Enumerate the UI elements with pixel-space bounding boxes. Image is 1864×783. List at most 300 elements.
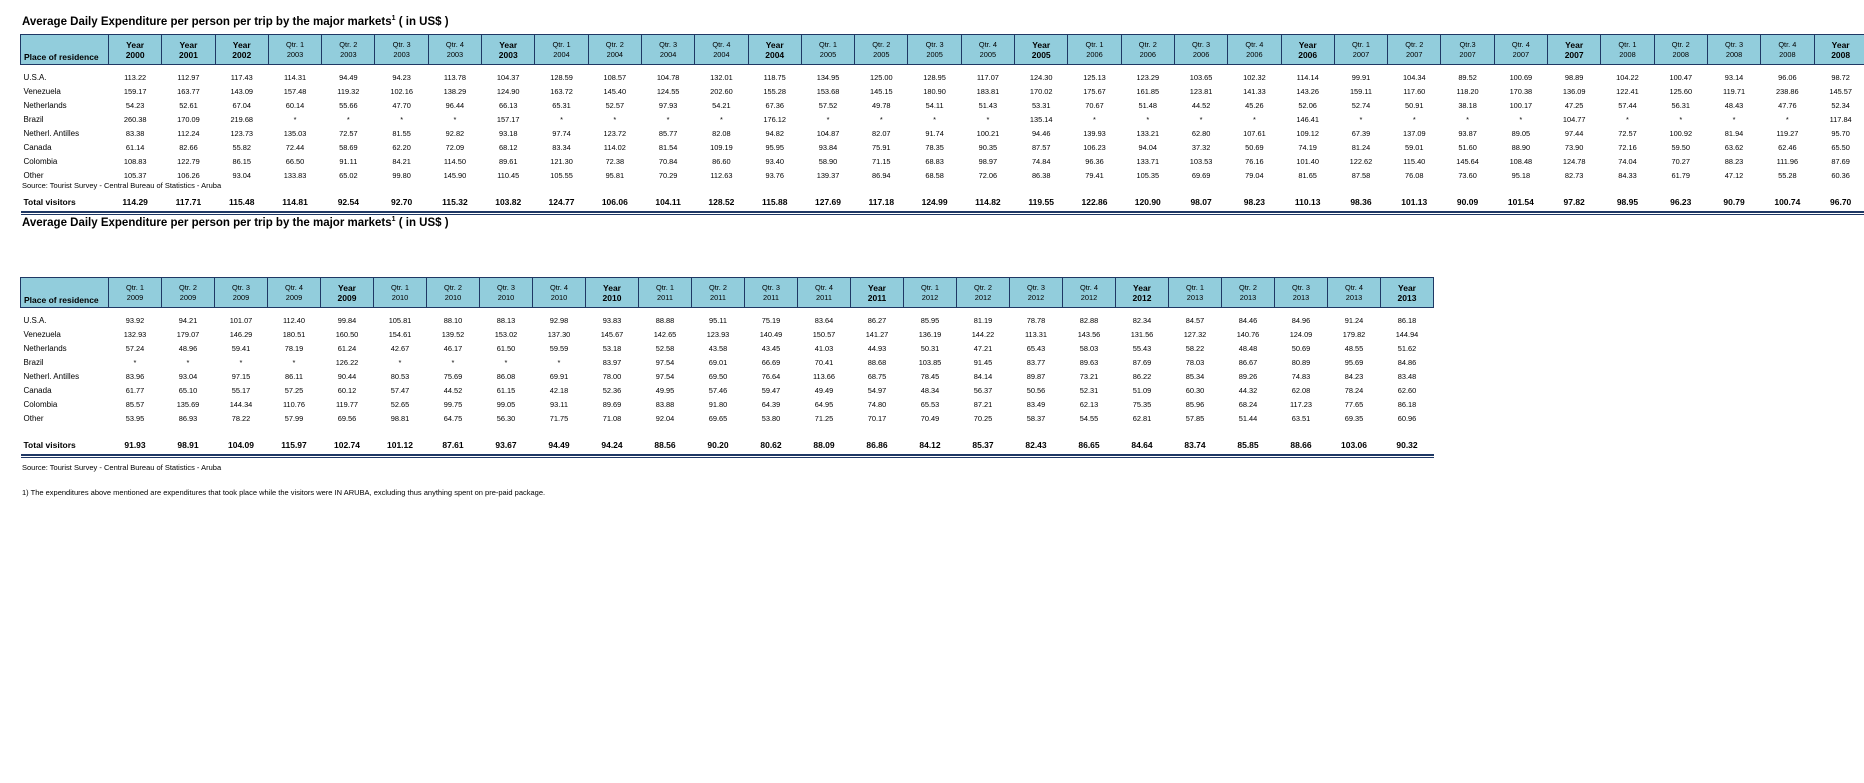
table-cell: 54.21 — [712, 101, 731, 110]
column-header-period: Year — [338, 282, 356, 293]
table-cell: 104.87 — [816, 129, 840, 138]
total-cell: 101.12 — [387, 440, 413, 450]
column-header — [268, 35, 321, 65]
row-label: Other — [23, 171, 44, 180]
column-header-year: 2012 — [974, 293, 992, 302]
table-cell: 58.69 — [339, 143, 358, 152]
table-cell: 55.28 — [1778, 171, 1797, 180]
table-cell: * — [557, 358, 561, 367]
table-cell: 42.67 — [390, 344, 410, 353]
total-cell: 88.09 — [813, 440, 835, 450]
column-header-period: Qtr. 3 — [231, 282, 251, 292]
column-header-period: Qtr. 2 — [443, 282, 463, 292]
table-cell: 69.56 — [337, 414, 357, 423]
table-cell: 68.75 — [867, 372, 887, 381]
table-cell: 61.50 — [496, 344, 516, 353]
table-cell: 123.81 — [1189, 87, 1213, 96]
row-label: Canada — [23, 143, 52, 152]
table-cell: 82.66 — [179, 143, 198, 152]
table-cell: 49.95 — [655, 386, 675, 395]
column-header-year: 2008 — [1619, 50, 1636, 59]
column-header-year: 2006 — [1298, 50, 1318, 60]
table-cell: 85.77 — [658, 129, 678, 138]
table-cell: 101.07 — [229, 316, 253, 325]
total-cell: 128.52 — [708, 197, 735, 207]
header-row — [21, 35, 1864, 65]
table-cell: 132.01 — [710, 73, 733, 82]
table-cell: 44.93 — [867, 344, 887, 353]
table-cell: 54.23 — [125, 101, 145, 110]
table-cell: 93.83 — [602, 316, 622, 325]
row-label: Other — [23, 414, 44, 423]
column-header-year: 2004 — [606, 50, 624, 59]
table-cell: 47.25 — [1564, 101, 1584, 110]
table-cell: 89.61 — [498, 157, 518, 166]
table-cell: 73.90 — [1564, 143, 1584, 152]
table-cell: 105.35 — [1136, 171, 1160, 180]
table-cell: 87.57 — [1031, 143, 1051, 152]
table-cell: 118.20 — [1456, 87, 1479, 96]
column-header-year: 2003 — [286, 50, 304, 59]
table-cell: * — [1093, 115, 1096, 124]
column-header-year: 2009 — [285, 293, 303, 302]
table-cell: 107.61 — [1243, 129, 1266, 138]
footnote: 1) The expenditures above mentioned are expenditures that took place while the visitors were IN ARUBA, excluding thus anything spent on pre-paid package. — [22, 488, 546, 497]
table-cell: 65.02 — [339, 171, 358, 180]
table-cell: * — [186, 358, 190, 367]
table-cell: 117.43 — [230, 73, 253, 82]
table-cell: 83.97 — [602, 358, 622, 367]
total-cell: 88.66 — [1290, 440, 1312, 450]
table-cell: 72.44 — [285, 143, 305, 152]
table-cell: 83.38 — [125, 129, 145, 138]
column-header-year: 2007 — [1459, 50, 1476, 59]
column-header-year: 2010 — [497, 293, 515, 302]
table-cell: 132.93 — [123, 330, 147, 339]
table-cell: 55.43 — [1132, 344, 1152, 353]
table-cell: 179.82 — [1342, 330, 1366, 339]
table-cell: 88.88 — [655, 316, 675, 325]
table-cell: 67.39 — [1351, 129, 1371, 138]
table-cell: 73.60 — [1458, 171, 1477, 180]
total-cell: 120.90 — [1134, 197, 1161, 207]
table-cell: 137.30 — [547, 330, 571, 339]
column-header-year: 2010 — [550, 293, 568, 302]
table-cell: 83.49 — [1026, 400, 1046, 409]
table-cell: 83.88 — [655, 400, 675, 409]
table-cell: 51.62 — [1397, 344, 1417, 353]
column-header-year: 2013 — [1239, 293, 1257, 302]
table-cell: 84.21 — [392, 157, 411, 166]
table-cell: 145.64 — [1456, 157, 1479, 166]
table-cell: 68.83 — [925, 157, 944, 166]
table-cell: 114.02 — [603, 143, 626, 152]
table-cell: 117.23 — [1289, 400, 1313, 409]
column-header — [908, 35, 961, 65]
table-cell: 70.25 — [973, 414, 993, 423]
table-cell: 110.45 — [497, 171, 520, 180]
table-cell: 126.22 — [335, 358, 359, 367]
table-cell: 96.44 — [445, 101, 465, 110]
column-header-year: 2011 — [710, 293, 726, 302]
column-header-period: Year — [603, 282, 621, 293]
table-cell: 180.51 — [282, 330, 306, 339]
total-cell: 100.74 — [1774, 197, 1801, 207]
table-cell: 99.80 — [392, 171, 411, 180]
table-cell: 74.83 — [1291, 372, 1311, 381]
table-cell: 42.18 — [549, 386, 569, 395]
table-cell: 62.46 — [1778, 143, 1797, 152]
table-cell: 109.19 — [710, 143, 733, 152]
table-cell: 65.53 — [920, 400, 940, 409]
table-cell: 88.10 — [443, 316, 463, 325]
column-header — [588, 35, 641, 65]
table-cell: 143.26 — [1296, 87, 1319, 96]
total-cell: 82.43 — [1025, 440, 1047, 450]
table-cell: 45.26 — [1245, 101, 1264, 110]
table-cell: * — [451, 358, 455, 367]
table-cell: 82.08 — [712, 129, 731, 138]
column-header-year: 2006 — [1246, 50, 1263, 59]
table-cell: 48.96 — [178, 344, 198, 353]
total-cell: 96.70 — [1830, 197, 1852, 207]
total-cell: 86.86 — [866, 440, 888, 450]
table-cell: 78.24 — [1344, 386, 1364, 395]
table-cell: 183.81 — [976, 87, 1000, 96]
table-cell: 70.29 — [658, 171, 678, 180]
table-cell: 94.21 — [178, 316, 198, 325]
total-cell: 117.71 — [175, 197, 202, 207]
table-cell: 122.62 — [1349, 157, 1373, 166]
table-cell: 119.32 — [337, 87, 360, 96]
column-header-period: Year — [765, 39, 784, 50]
table-cell: 108.57 — [603, 73, 627, 82]
table-cell: 170.09 — [177, 115, 200, 124]
table-cell: 63.62 — [1724, 143, 1744, 152]
table-cell: 51.43 — [978, 101, 998, 110]
column-header-year: 2007 — [1406, 50, 1423, 59]
table-cell: 114.50 — [443, 157, 466, 166]
table-cell: 104.22 — [1616, 73, 1639, 82]
table-cell: 47.70 — [392, 101, 411, 110]
table-cell: * — [453, 115, 457, 124]
table-cell: 88.13 — [496, 316, 516, 325]
column-header-year: 2003 — [340, 50, 357, 59]
table-row — [21, 370, 1434, 384]
table-cell: 115.40 — [1403, 157, 1426, 166]
table-cell: 53.31 — [1031, 101, 1051, 110]
total-cell: 122.86 — [1081, 197, 1108, 207]
table-cell: 100.92 — [1669, 129, 1693, 138]
total-cell: 90.32 — [1396, 440, 1418, 450]
table-cell: 93.76 — [765, 171, 784, 180]
table-cell: 160.50 — [335, 330, 359, 339]
table-cell: 72.38 — [605, 157, 625, 166]
table-cell: 75.19 — [761, 316, 781, 325]
total-cell: 88.56 — [654, 440, 676, 450]
table-cell: 85.96 — [1185, 400, 1205, 409]
column-header-year: 2000 — [125, 50, 145, 60]
column-header — [427, 278, 480, 308]
table-cell: * — [1466, 115, 1470, 124]
table-cell: 52.65 — [390, 400, 410, 409]
column-header-year: 2001 — [178, 50, 198, 60]
column-header — [1068, 35, 1121, 65]
table-cell: 52.58 — [655, 344, 675, 353]
total-cell: 90.79 — [1723, 197, 1745, 207]
total-cell: 127.69 — [815, 197, 841, 207]
table-cell: 93.14 — [1724, 73, 1744, 82]
table-cell: 97.54 — [655, 358, 675, 367]
column-header-year: 2011 — [657, 293, 673, 302]
total-cell: 84.64 — [1131, 440, 1153, 450]
column-header-year: 2007 — [1564, 50, 1584, 60]
table-cell: 44.52 — [1191, 101, 1211, 110]
column-header — [1381, 278, 1434, 308]
table-cell: 92.82 — [445, 129, 465, 138]
table-cell: 81.24 — [1351, 143, 1371, 152]
table-cell: 117.07 — [976, 73, 999, 82]
table-cell: 50.69 — [1245, 143, 1264, 152]
column-header-year: 2011 — [816, 293, 832, 302]
table-cell: 117.84 — [1829, 115, 1852, 124]
column-header-year: 2008 — [1725, 50, 1743, 59]
column-header — [109, 35, 162, 65]
table-cell: 123.73 — [230, 129, 254, 138]
table-cell: 75.91 — [872, 143, 891, 152]
table-cell: 104.77 — [1562, 115, 1586, 124]
column-header-period: Year — [868, 282, 886, 293]
column-header — [1601, 35, 1654, 65]
table-cell: * — [133, 358, 137, 367]
table-cell: 119.27 — [1776, 129, 1799, 138]
table-cell: 61.77 — [125, 386, 145, 395]
total-cell: 115.48 — [228, 197, 255, 207]
table-cell: 84.46 — [1238, 316, 1258, 325]
column-header — [1328, 278, 1381, 308]
table-cell: 56.30 — [496, 414, 516, 423]
table-cell: 86.67 — [1238, 358, 1258, 367]
table-cell: 94.46 — [1031, 129, 1051, 138]
total-cell: 114.81 — [282, 197, 308, 207]
table-cell: 99.05 — [496, 400, 516, 409]
table2-source: Source: Tourist Survey - Central Bureau of Statistics - Aruba — [22, 463, 222, 472]
table-cell: 66.50 — [285, 157, 305, 166]
column-header — [1275, 278, 1328, 308]
table-cell: 61.79 — [1671, 171, 1690, 180]
table-cell: 59.41 — [231, 344, 251, 353]
table-cell: 81.55 — [392, 129, 411, 138]
table-cell: 95.69 — [1344, 358, 1364, 367]
table-cell: 108.83 — [123, 157, 147, 166]
table-row — [21, 356, 1434, 370]
table-cell: 123.93 — [706, 330, 730, 339]
table-cell: 60.12 — [337, 386, 357, 395]
column-header-period: Qtr. 1 — [1185, 282, 1205, 292]
table-cell: 83.34 — [552, 143, 571, 152]
table-cell: 71.25 — [814, 414, 834, 423]
table-cell: 51.44 — [1238, 414, 1258, 423]
table-cell: 97.74 — [552, 129, 571, 138]
row-label: U.S.A. — [23, 73, 47, 82]
total-cell: 90.20 — [707, 440, 729, 450]
table-cell: 133.21 — [1136, 129, 1160, 138]
total-cell: 114.29 — [122, 197, 148, 207]
column-header-year: 2013 — [1345, 293, 1363, 302]
table-cell: 153.68 — [816, 87, 840, 96]
table-cell: 133.83 — [283, 171, 307, 180]
total-cell: 94.24 — [601, 440, 623, 450]
total-cell: 92.70 — [390, 197, 413, 207]
column-header-period: Qtr. 2 — [872, 39, 891, 49]
table-cell: 78.45 — [920, 372, 940, 381]
column-header — [535, 35, 588, 65]
total-cell: 115.97 — [281, 440, 307, 450]
table-cell: * — [292, 358, 296, 367]
table-cell: 53.80 — [761, 414, 781, 423]
table-cell: 139.93 — [1083, 129, 1106, 138]
column-header-period: Qtr. 1 — [286, 39, 305, 49]
table-cell: * — [560, 115, 563, 124]
table-cell: 135.14 — [1029, 115, 1053, 124]
table-cell: 59.47 — [761, 386, 781, 395]
table-cell: 93.40 — [765, 157, 784, 166]
column-header — [695, 35, 748, 65]
table-cell: 97.93 — [658, 101, 678, 110]
table-cell: 153.02 — [494, 330, 518, 339]
table-cell: 77.65 — [1344, 400, 1364, 409]
table-cell: 141.33 — [1243, 87, 1266, 96]
table-cell: 97.54 — [655, 372, 675, 381]
table-cell: 65.50 — [1831, 143, 1850, 152]
table-cell: 66.13 — [498, 101, 518, 110]
table-cell: 43.58 — [708, 344, 728, 353]
table-cell: 141.27 — [865, 330, 889, 339]
total-cell: 87.61 — [442, 440, 464, 450]
table-cell: 99.84 — [337, 316, 357, 325]
table-cell: 86.38 — [1031, 171, 1051, 180]
total-cell: 92.54 — [337, 197, 359, 207]
table-cell: 117.60 — [1403, 87, 1426, 96]
table-cell: 51.48 — [1138, 101, 1158, 110]
table-cell: 86.15 — [232, 157, 251, 166]
column-header — [1010, 278, 1063, 308]
table-cell: 119.77 — [335, 400, 359, 409]
table-cell: * — [400, 115, 404, 124]
table-cell: 59.59 — [549, 344, 569, 353]
table-cell: 86.08 — [496, 372, 516, 381]
table-cell: 60.96 — [1397, 414, 1417, 423]
column-header-period: Qtr. 1 — [818, 39, 838, 49]
table-cell: * — [1785, 115, 1789, 124]
table-cell: 69.69 — [1191, 171, 1211, 180]
column-header-period: Qtr. 3 — [1725, 39, 1744, 49]
column-header — [533, 278, 586, 308]
table-cell: 109.12 — [1296, 129, 1319, 138]
column-header — [801, 35, 854, 65]
table-cell: 128.95 — [923, 73, 946, 82]
column-header-year: 2003 — [446, 50, 464, 59]
table-cell: * — [1146, 115, 1150, 124]
total-label: Total visitors — [23, 197, 76, 207]
column-header-year: 2012 — [921, 293, 939, 302]
table-cell: 99.91 — [1351, 73, 1371, 82]
column-header-period: Qtr. 4 — [1344, 282, 1364, 292]
table-cell: * — [826, 115, 830, 124]
table-cell: 50.69 — [1291, 344, 1311, 353]
table-cell: 104.78 — [656, 73, 680, 82]
table-cell: * — [1679, 115, 1683, 124]
table-cell: 124.78 — [1562, 157, 1586, 166]
total-cell: 98.07 — [1190, 197, 1212, 207]
table-cell: 95.95 — [765, 143, 784, 152]
column-header — [961, 35, 1014, 65]
column-header-year: 2011 — [763, 293, 779, 302]
table-cell: 122.79 — [177, 157, 200, 166]
table-cell: 98.97 — [978, 157, 998, 166]
table-cell: 60.30 — [1185, 386, 1205, 395]
table-cell: 78.78 — [1026, 316, 1046, 325]
column-header-period: Qtr. 4 — [445, 39, 464, 49]
column-header — [1063, 278, 1116, 308]
table-cell: 68.12 — [498, 143, 518, 152]
column-header-year: 2004 — [713, 50, 730, 59]
table-cell: 97.44 — [1564, 129, 1584, 138]
column-header-year: 2004 — [765, 50, 785, 60]
table-cell: 76.64 — [761, 372, 781, 381]
place-of-residence-header: Place of residence — [21, 35, 109, 65]
table-cell: 44.32 — [1238, 386, 1258, 395]
column-header-year: 2005 — [873, 50, 890, 59]
row-label: Netherlands — [23, 344, 67, 353]
table-cell: 48.55 — [1344, 344, 1364, 353]
table-cell: 52.06 — [1298, 101, 1317, 110]
table-cell: 52.34 — [1831, 101, 1850, 110]
table-cell: 95.70 — [1831, 129, 1850, 138]
column-header-year: 2012 — [1027, 293, 1045, 302]
table-cell: 138.29 — [443, 87, 467, 96]
table-cell: 91.24 — [1344, 316, 1364, 325]
table-cell: 143.56 — [1077, 330, 1101, 339]
column-header-year: 2013 — [1292, 293, 1310, 302]
table-cell: 76.08 — [1405, 171, 1424, 180]
table-cell: 61.15 — [496, 386, 516, 395]
table-cell: 70.17 — [867, 414, 887, 423]
table-cell: 56.31 — [1671, 101, 1690, 110]
total-cell: 115.88 — [761, 197, 788, 207]
table-cell: 113.22 — [124, 73, 147, 82]
column-header-year: 2003 — [498, 50, 518, 60]
table-cell: 113.66 — [812, 372, 836, 381]
column-header-year: 2013 — [1186, 293, 1204, 302]
table-cell: 144.34 — [229, 400, 253, 409]
column-header-period: Year — [1398, 282, 1416, 293]
table-cell: 65.10 — [178, 386, 198, 395]
row-label: Brazil — [23, 115, 44, 124]
table-cell: 62.08 — [1291, 386, 1311, 395]
column-header — [1116, 278, 1169, 308]
table-cell: 70.27 — [1671, 157, 1690, 166]
table-cell: 53.18 — [602, 344, 622, 353]
column-header — [268, 278, 321, 308]
column-header-period: Year — [1133, 282, 1151, 293]
table-cell: 104.34 — [1402, 73, 1426, 82]
row-label: Colombia — [23, 400, 58, 409]
table-cell: 91.11 — [339, 157, 358, 166]
table-row — [21, 113, 1864, 127]
table-cell: 121.30 — [550, 157, 573, 166]
table-cell: 145.57 — [1829, 87, 1852, 96]
